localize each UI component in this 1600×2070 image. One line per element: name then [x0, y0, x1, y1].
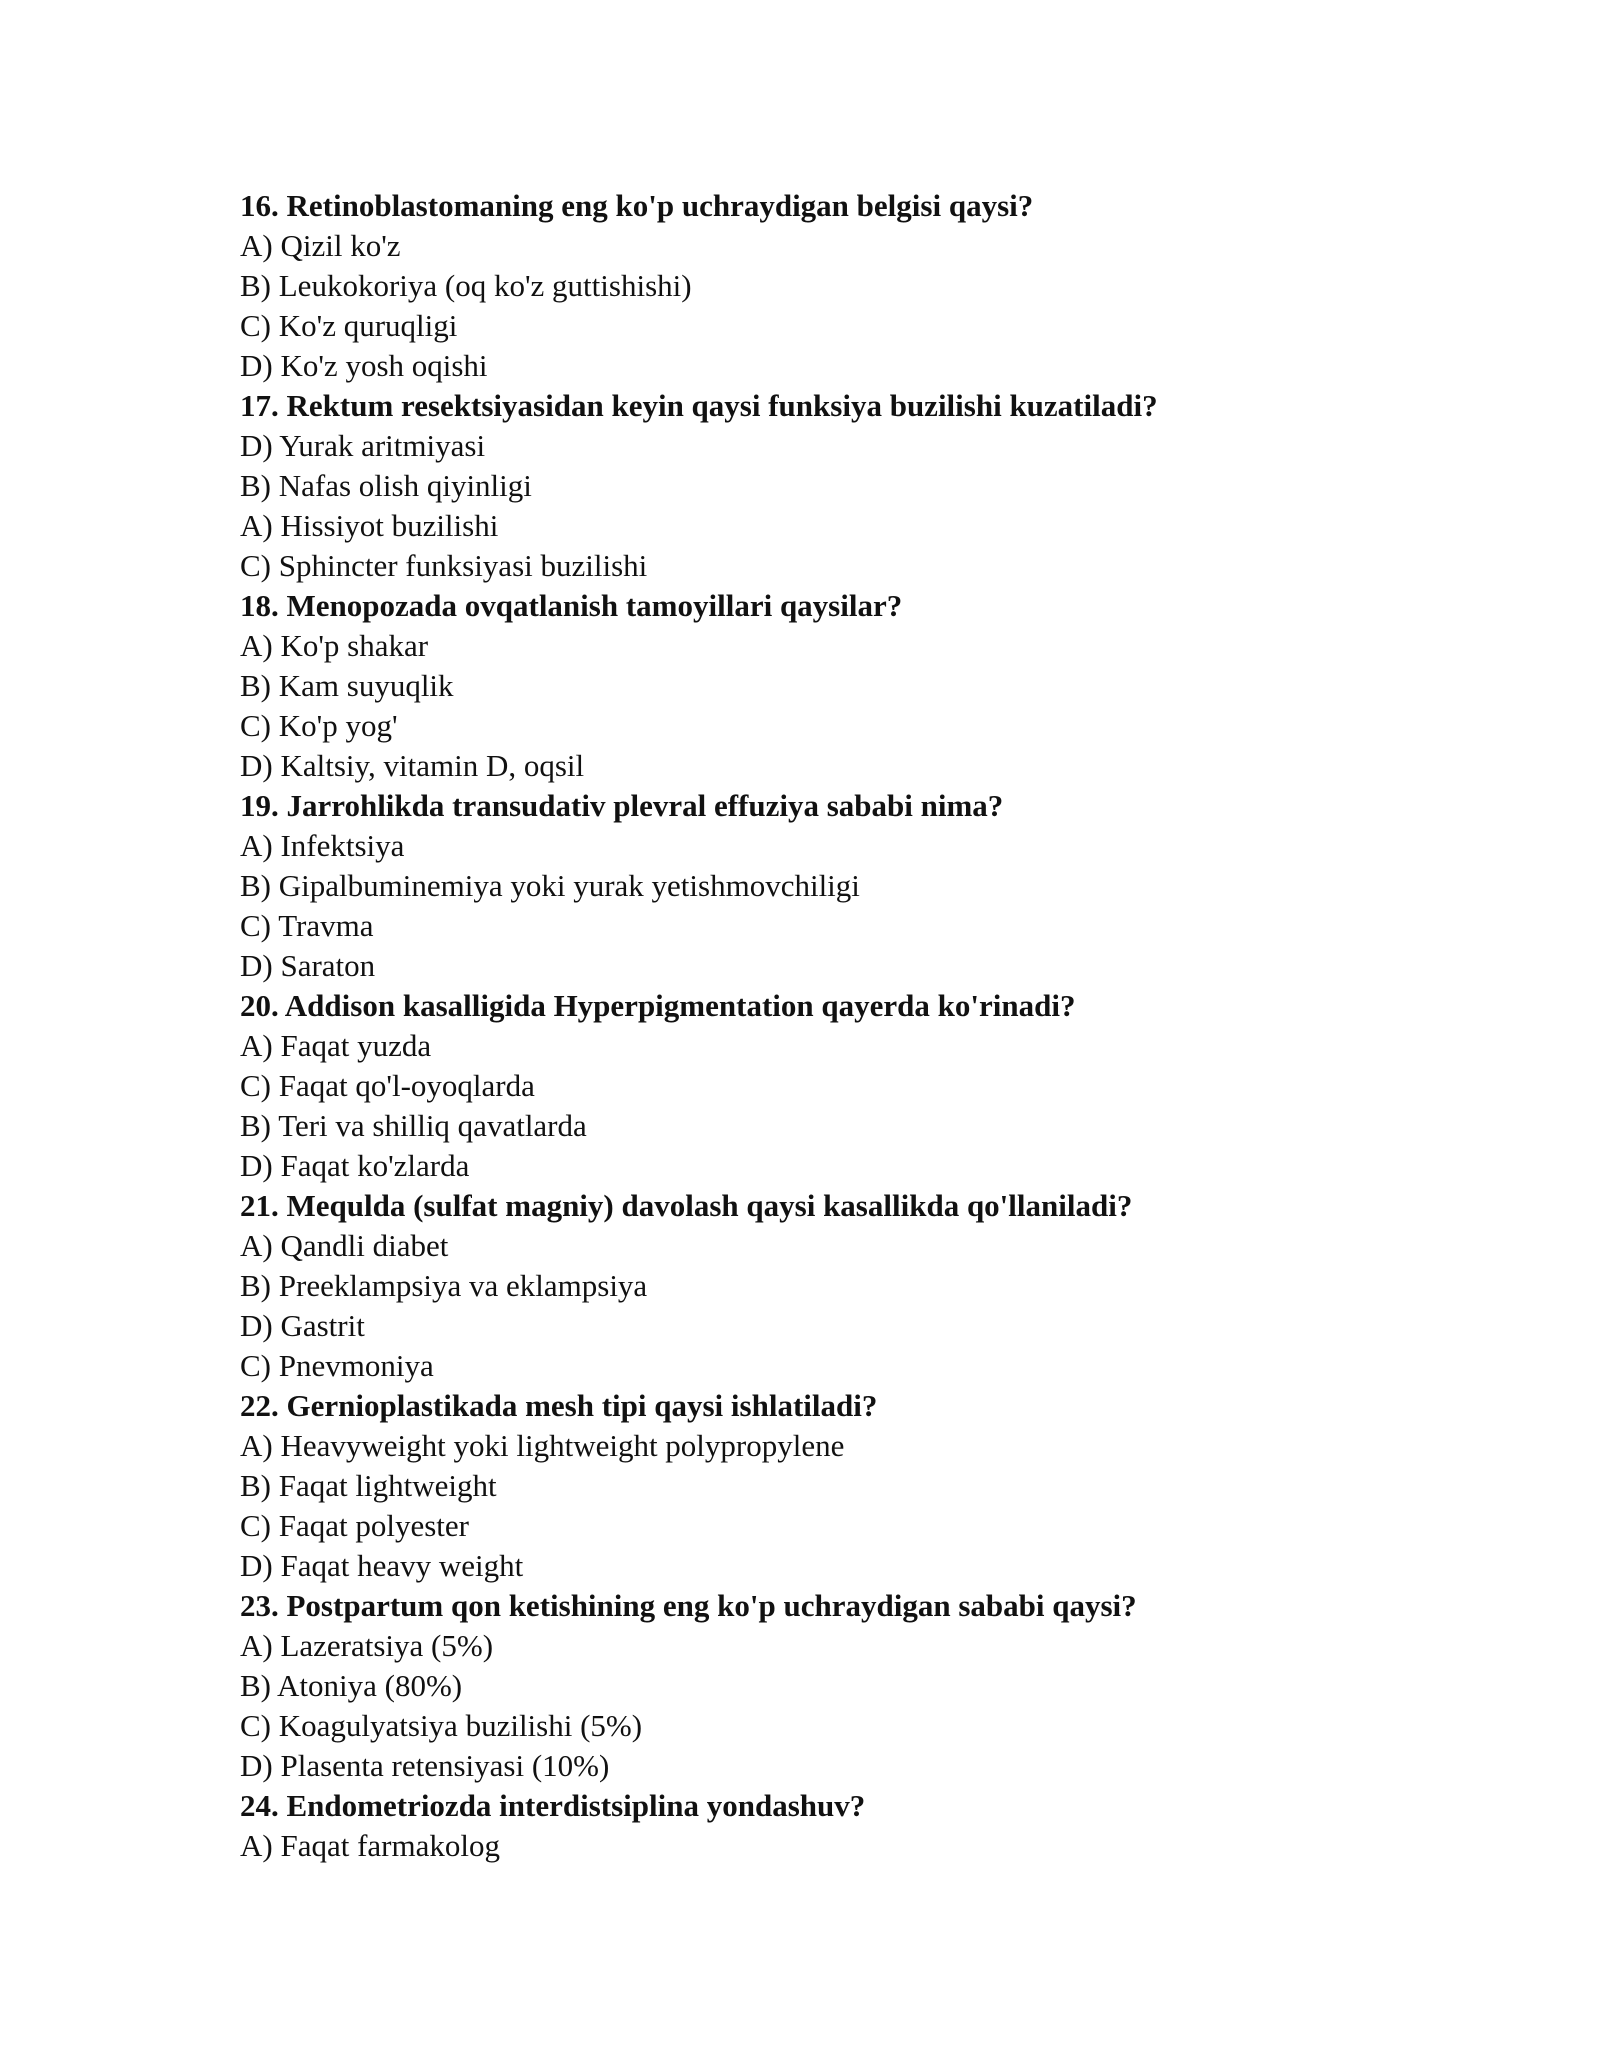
answer-option: B) Leukokoriya (oq ko'z guttishishi) [240, 268, 692, 303]
question-text: 19. Jarrohlikda transudativ plevral effuziya sababi nima? [240, 788, 1004, 823]
answer-option: B) Atoniya (80%) [240, 1668, 463, 1703]
answer-option: D) Kaltsiy, vitamin D, oqsil [240, 748, 585, 783]
answer-option: D) Faqat heavy weight [240, 1548, 524, 1583]
question-text: 24. Endometriozda interdistsiplina yondashuv? [240, 1788, 866, 1823]
answer-option: C) Koagulyatsiya buzilishi (5%) [240, 1708, 643, 1743]
answer-option: D) Plasenta retensiyasi (10%) [240, 1748, 610, 1783]
answer-option: B) Preeklampsiya va eklampsiya [240, 1268, 648, 1303]
question-text: 17. Rektum resektsiyasidan keyin qaysi funksiya buzilishi kuzatiladi? [240, 388, 1158, 423]
answer-option: C) Ko'z quruqligi [240, 308, 458, 343]
question-block-22 [240, 1386, 1440, 1586]
question-block-17 [240, 386, 1440, 586]
question-text: 23. Postpartum qon ketishining eng ko'p uchraydigan sababi qaysi? [240, 1588, 1137, 1623]
answer-option: A) Heavyweight yoki lightweight polypropylene [240, 1428, 845, 1463]
answer-option: C) Pnevmoniya [240, 1348, 434, 1383]
question-text: 20. Addison kasalligida Hyperpigmentation qayerda ko'rinadi? [240, 988, 1076, 1023]
answer-option: A) Hissiyot buzilishi [240, 508, 499, 543]
answer-option: A) Qizil ko'z [240, 228, 401, 263]
question-block-16 [240, 186, 1440, 386]
answer-option: D) Ko'z yosh oqishi [240, 348, 488, 383]
question-text: 22. Gernioplastikada mesh tipi qaysi ishlatiladi? [240, 1388, 878, 1423]
answer-option: B) Faqat lightweight [240, 1468, 497, 1503]
question-block-23 [240, 1586, 1440, 1786]
answer-option: C) Sphincter funksiyasi buzilishi [240, 548, 648, 583]
answer-option: B) Gipalbuminemiya yoki yurak yetishmovchiligi [240, 868, 860, 903]
answer-option: A) Qandli diabet [240, 1228, 449, 1263]
answer-option: B) Nafas olish qiyinligi [240, 468, 532, 503]
answer-option: D) Saraton [240, 948, 376, 983]
answer-option: A) Infektsiya [240, 828, 405, 863]
question-text: 21. Mequlda (sulfat magniy) davolash qaysi kasallikda qo'llaniladi? [240, 1188, 1133, 1223]
answer-option: A) Lazeratsiya (5%) [240, 1628, 494, 1663]
answer-option: B) Kam suyuqlik [240, 668, 454, 703]
answer-option: D) Faqat ko'zlarda [240, 1148, 470, 1183]
answer-option: A) Ko'p shakar [240, 628, 429, 663]
answer-option: D) Gastrit [240, 1308, 365, 1343]
answer-option: A) Faqat farmakolog [240, 1828, 500, 1863]
question-block-21 [240, 1186, 1440, 1386]
question-text: 16. Retinoblastomaning eng ko'p uchraydigan belgisi qaysi? [240, 188, 1034, 223]
question-block-19 [240, 786, 1440, 986]
answer-option: C) Faqat qo'l-oyoqlarda [240, 1068, 535, 1103]
question-block-18 [240, 586, 1440, 786]
answer-option: A) Faqat yuzda [240, 1028, 432, 1063]
answer-option: C) Travma [240, 908, 374, 943]
answer-option: D) Yurak aritmiyasi [240, 428, 486, 463]
question-block-20 [240, 986, 1440, 1186]
question-block-24 [240, 1786, 1440, 1866]
answer-option: C) Ko'p yog' [240, 708, 398, 743]
quiz-content [240, 186, 1440, 1866]
question-text: 18. Menopozada ovqatlanish tamoyillari qaysilar? [240, 588, 903, 623]
answer-option: C) Faqat polyester [240, 1508, 470, 1543]
answer-option: B) Teri va shilliq qavatlarda [240, 1108, 587, 1143]
